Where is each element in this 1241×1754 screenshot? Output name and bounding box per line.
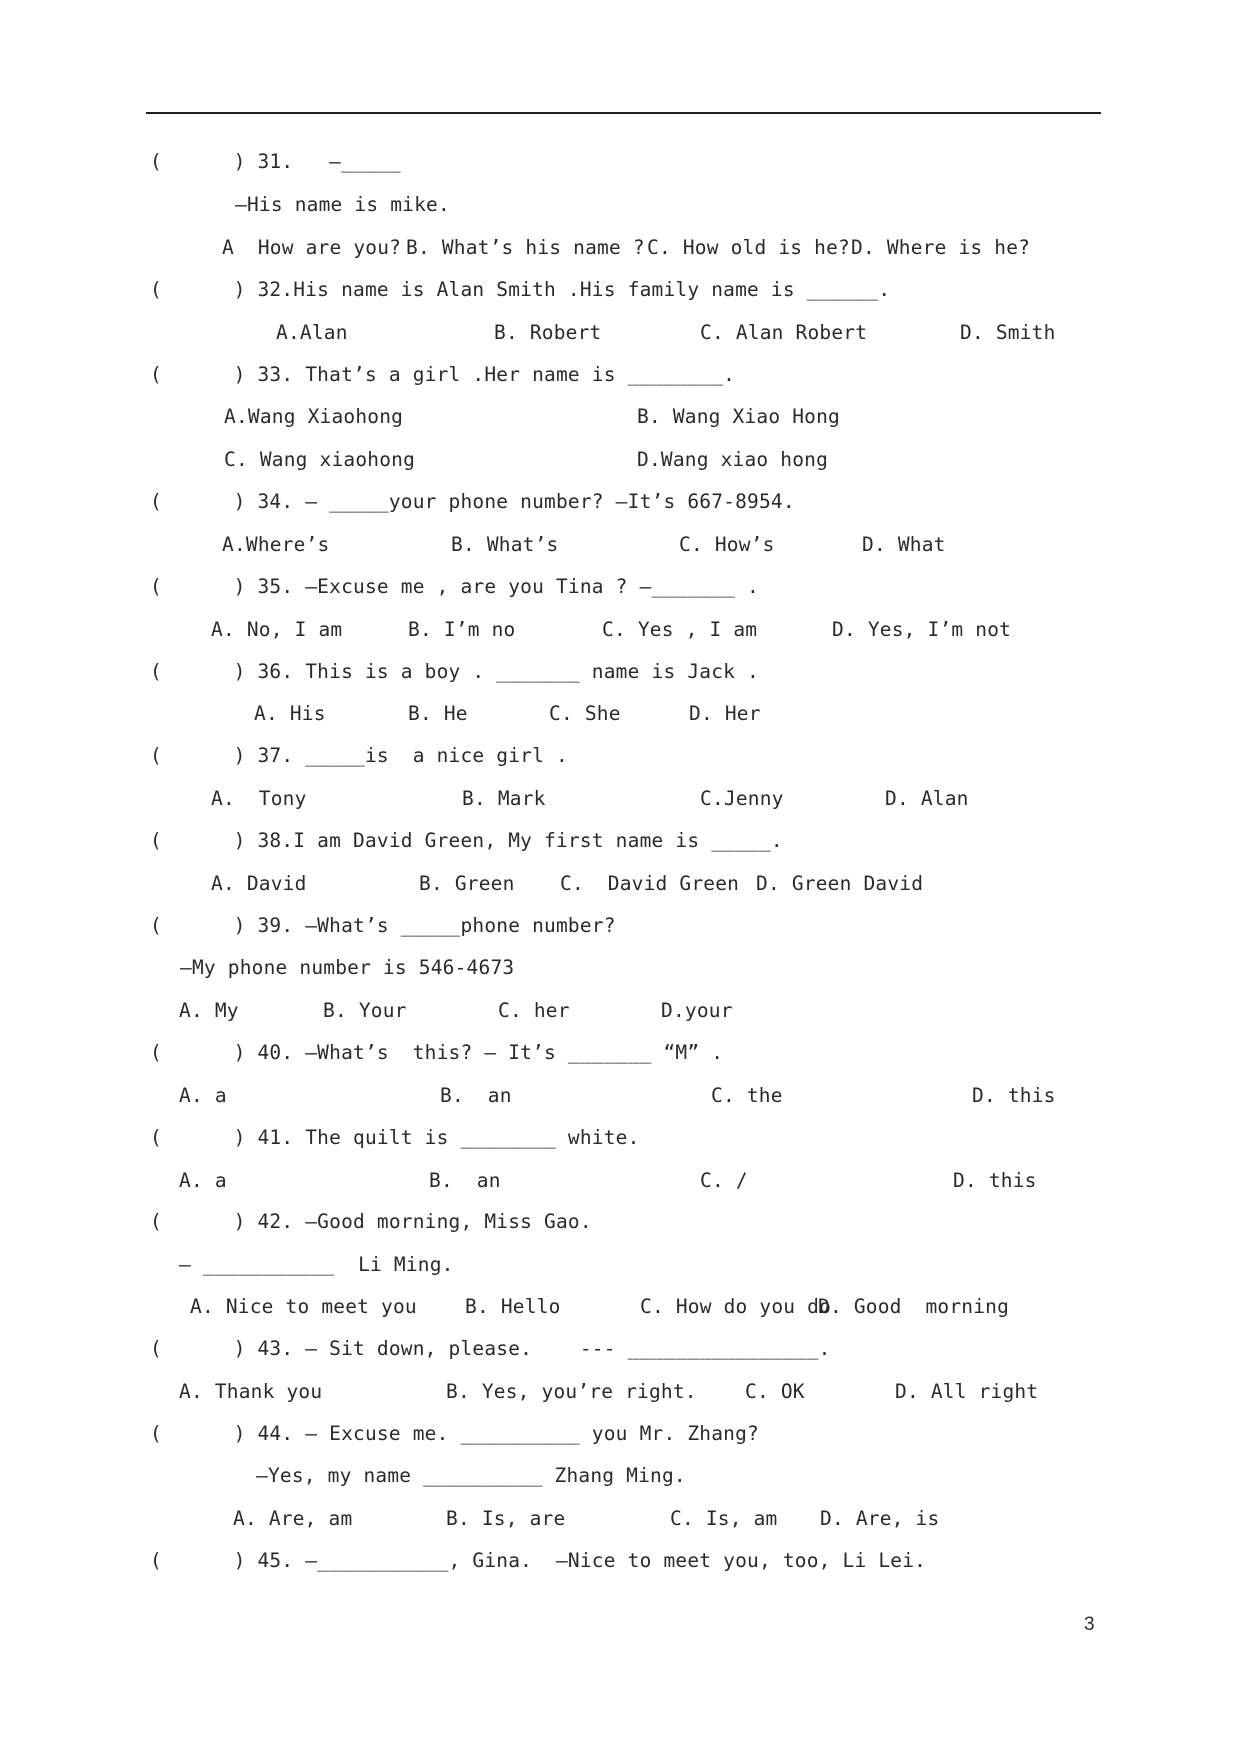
option-33-c: C. Wang xiaohong	[224, 448, 416, 471]
option-34-c: C. How’s	[679, 533, 775, 556]
option-42-d: D. Good morning	[818, 1295, 1010, 1318]
option-34-b: B. What’s	[451, 533, 559, 556]
option-31-b: B. What’s his name ?	[406, 236, 645, 259]
option-37-b: B. Mark	[462, 787, 546, 810]
option-32-d: D. Smith	[960, 321, 1056, 344]
option-35-d: D. Yes, I’m not	[832, 618, 1012, 641]
option-33-a: A.Wang Xiaohong	[224, 405, 404, 428]
option-40-c: C. the	[711, 1084, 783, 1107]
option-32-c: C. Alan Robert	[700, 321, 868, 344]
option-33-b: B. Wang Xiao Hong	[637, 405, 840, 428]
option-31-a: A How are you?	[222, 236, 402, 259]
question-31-line: —His name is mike.	[235, 193, 450, 216]
question-44-stem: ( ) 44. — Excuse me. __________ you Mr. Zhang?	[150, 1422, 759, 1445]
option-37-d: D. Alan	[885, 787, 969, 810]
option-44-d: D. Are, is	[820, 1507, 940, 1530]
question-40-stem: ( ) 40. —What’s this? — It’s _______ “M” .	[150, 1041, 724, 1064]
option-36-d: D. Her	[689, 702, 761, 725]
question-32-stem: ( ) 32.His name is Alan Smith .His family name is ______.	[150, 278, 891, 301]
option-37-c: C.Jenny	[700, 787, 784, 810]
option-38-d: D. Green David	[756, 872, 924, 895]
question-39-stem: ( ) 39. —What’s _____phone number?	[150, 914, 616, 937]
question-37-stem: ( ) 37. _____is a nice girl .	[150, 744, 568, 767]
option-40-d: D. this	[972, 1084, 1056, 1107]
option-43-d: D. All right	[895, 1380, 1039, 1403]
option-31-d: D. Where is he?	[851, 236, 1031, 259]
question-36-stem: ( ) 36. This is a boy . _______ name is Jack .	[150, 660, 759, 683]
option-43-b: B. Yes, you’re right.	[446, 1380, 697, 1403]
option-32-a: A.Alan	[276, 321, 348, 344]
option-40-b: B. an	[440, 1084, 512, 1107]
option-38-b: B. Green	[419, 872, 515, 895]
option-40-a: A. a	[179, 1084, 227, 1107]
option-34-a: A.Where’s	[222, 533, 330, 556]
option-44-c: C. Is, am	[670, 1507, 778, 1530]
option-32-b: B. Robert	[494, 321, 602, 344]
option-42-b: B. Hello	[465, 1295, 561, 1318]
question-34-stem: ( ) 34. — _____your phone number? —It’s 667-8954.	[150, 490, 795, 513]
option-44-a: A. Are, am	[233, 1507, 353, 1530]
question-41-stem: ( ) 41. The quilt is ________ white.	[150, 1126, 640, 1149]
option-35-b: B. I’m no	[408, 618, 516, 641]
option-39-d: D.your	[661, 999, 733, 1022]
option-39-b: B. Your	[323, 999, 407, 1022]
header-rule	[146, 112, 1101, 114]
option-41-a: A. a	[179, 1169, 227, 1192]
option-36-a: A. His	[254, 702, 326, 725]
question-35-stem: ( ) 35. —Excuse me , are you Tina ? —_______ .	[150, 575, 759, 598]
option-42-a: A. Nice to meet you	[190, 1295, 417, 1318]
option-43-c: C. OK	[745, 1380, 805, 1403]
option-44-b: B. Is, are	[446, 1507, 566, 1530]
option-35-c: C. Yes , I am	[602, 618, 758, 641]
option-36-b: B. He	[408, 702, 468, 725]
question-39-line: —My phone number is 546-4673	[180, 956, 515, 979]
question-44-line: —Yes, my name __________ Zhang Ming.	[256, 1464, 686, 1487]
question-38-stem: ( ) 38.I am David Green, My first name is _____.	[150, 829, 783, 852]
option-38-a: A. David	[211, 872, 307, 895]
question-33-stem: ( ) 33. That’s a girl .Her name is ________.	[150, 363, 736, 386]
option-35-a: A. No, I am	[211, 618, 343, 641]
option-42-c: C. How do you do	[640, 1295, 832, 1318]
option-41-c: C. /	[700, 1169, 748, 1192]
option-39-a: A. My	[179, 999, 239, 1022]
question-43-stem: ( ) 43. — Sit down, please. --- ________________.	[150, 1337, 831, 1360]
option-37-a: A. Tony	[211, 787, 307, 810]
option-41-d: D. this	[953, 1169, 1037, 1192]
option-39-c: C. her	[498, 999, 570, 1022]
question-45-stem: ( ) 45. —___________, Gina. —Nice to meet you, too, Li Lei.	[150, 1549, 927, 1572]
option-34-d: D. What	[862, 533, 946, 556]
option-31-c: C. How old is he?	[647, 236, 850, 259]
option-33-d: D.Wang xiao hong	[637, 448, 829, 471]
question-31-stem: ( ) 31. —_____	[150, 150, 401, 173]
option-43-a: A. Thank you	[179, 1380, 323, 1403]
option-36-c: C. She	[549, 702, 621, 725]
question-42-stem: ( ) 42. —Good morning, Miss Gao.	[150, 1210, 592, 1233]
option-41-b: B. an	[429, 1169, 501, 1192]
option-38-c: C. David Green	[560, 872, 740, 895]
question-42-line: — ___________ Li Ming.	[179, 1253, 454, 1276]
page-number: 3	[1084, 1614, 1095, 1635]
